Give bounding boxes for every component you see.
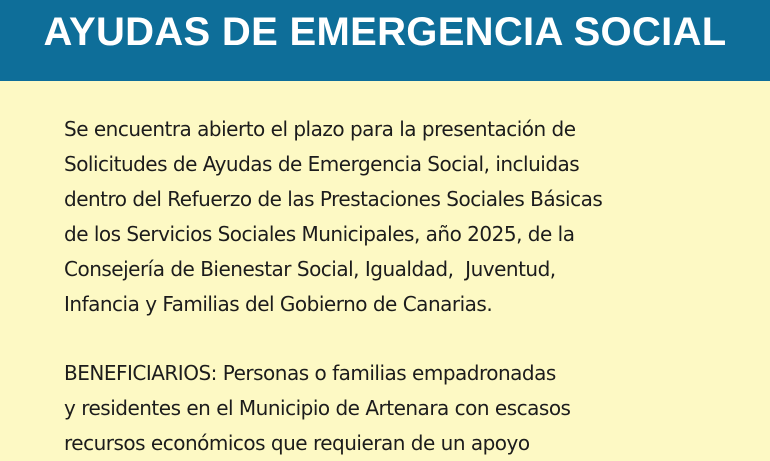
beneficiaries-paragraph <box>64 356 570 461</box>
paragraph-line: dentro del Refuerzo de las Prestaciones Sociales Básicas <box>64 187 603 211</box>
paragraph-line: Infancia y Familias del Gobierno de Canarias. <box>64 292 493 316</box>
page-title: AYUDAS DE EMERGENCIA SOCIAL <box>43 10 727 54</box>
header-banner <box>0 0 770 81</box>
paragraph-line: recursos económicos que requieran de un apoyo <box>64 431 530 455</box>
paragraph-line: y residentes en el Municipio de Artenara con escasos <box>64 396 571 420</box>
announcement-paragraph <box>64 112 602 322</box>
paragraph-line: Se encuentra abierto el plazo para la presentación de <box>64 117 576 141</box>
paragraph-line: Consejería de Bienestar Social, Igualdad, Juventud, <box>64 257 556 281</box>
paragraph-line: de los Servicios Sociales Municipales, año 2025, de la <box>64 222 575 246</box>
paragraph-line: Solicitudes de Ayudas de Emergencia Social, incluidas <box>64 152 580 176</box>
paragraph-line: BENEFICIARIOS: Personas o familias empadronadas <box>64 361 556 385</box>
